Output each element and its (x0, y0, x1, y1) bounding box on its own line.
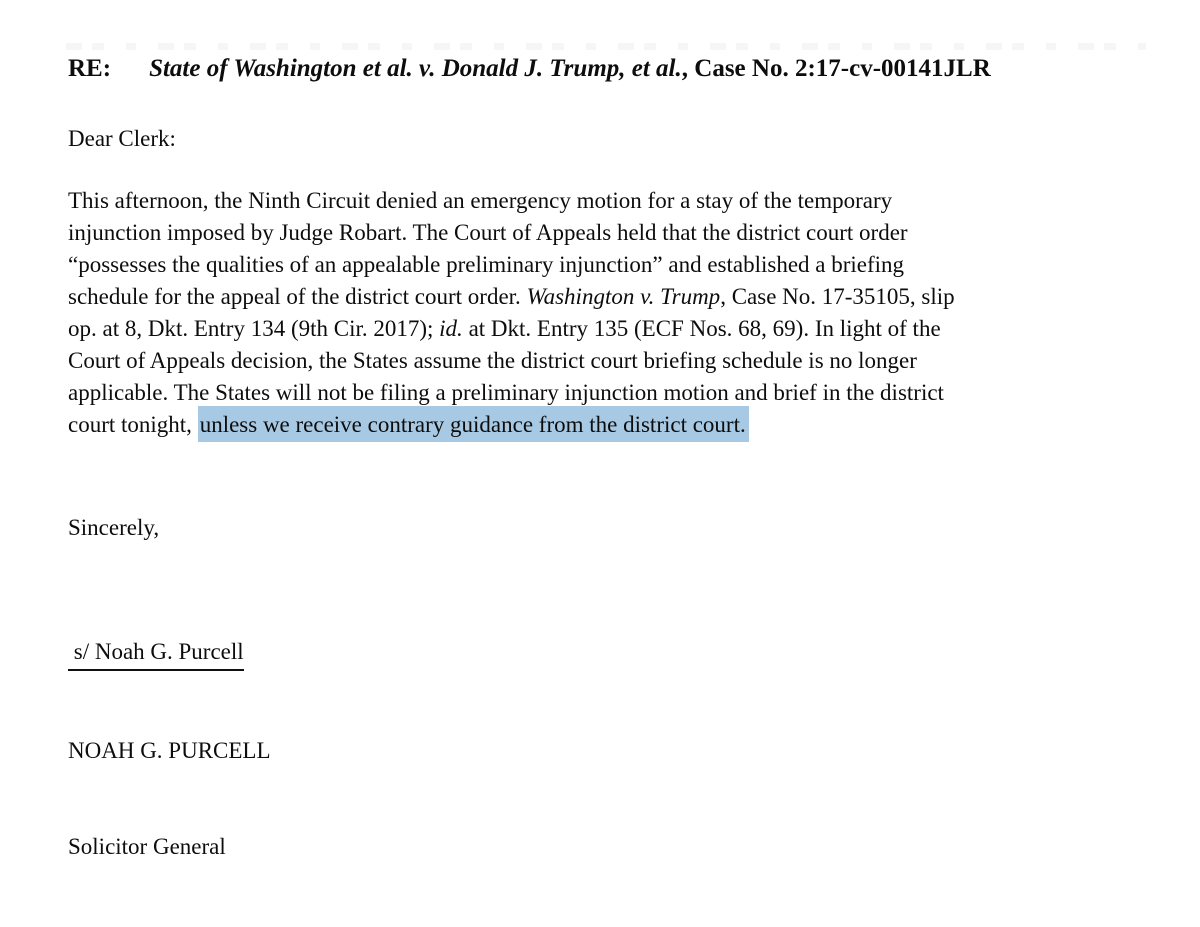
text-segment: Washington v. Trump (526, 284, 721, 309)
text-segment: , Case No. 17-35105, slip (720, 284, 955, 309)
text-segment: op. at 8, Dkt. Entry 134 (9th Cir. 2017); (68, 316, 440, 341)
signature-line (68, 636, 271, 671)
text-segment: , Case No. 2:17-cv-00141JLR (681, 55, 991, 82)
re-subject-line (68, 53, 991, 85)
text-segment: at Dkt. Entry 135 (ECF Nos. 68, 69). In light of the (462, 316, 941, 341)
body-line (68, 217, 955, 249)
text-segment: RE: (68, 55, 112, 82)
signer-name: NOAH G. PURCELL (68, 738, 271, 763)
body-paragraph (68, 185, 955, 441)
text-segment: State of Washington et al. v. Donald J. Trump, et al. (149, 55, 682, 82)
s-signature: s/ Noah G. Purcell (68, 636, 244, 671)
text-segment: Court of Appeals decision, the States assume the district court briefing schedule is no longer (68, 348, 917, 373)
signature-block (68, 572, 271, 927)
salutation: Dear Clerk: (68, 126, 176, 151)
closing: Sincerely, (68, 515, 160, 540)
body-line (68, 249, 955, 281)
body-line (68, 185, 955, 217)
text-segment: schedule for the appeal of the district court order. (68, 284, 527, 309)
text-segment: court tonight, (68, 412, 198, 437)
body-line (68, 281, 955, 313)
body-line (68, 409, 955, 441)
body-line (68, 313, 955, 345)
text-segment: injunction imposed by Judge Robart. The Court of Appeals held that the district court order (68, 220, 908, 245)
text-segment: id. (439, 316, 463, 341)
highlighted-text: unless we receive contrary guidance from the district court. (198, 406, 749, 442)
text-segment: applicable. The States will not be filing a preliminary injunction motion and brief in the district (68, 380, 944, 405)
cropped-text-remnant (66, 43, 1146, 50)
body-line (68, 345, 955, 377)
text-segment: “possesses the qualities of an appealable preliminary injunction” and established a briefing (68, 252, 905, 277)
body-line (68, 377, 955, 409)
text-segment: This afternoon, the Ninth Circuit denied an emergency motion for a stay of the temporary (68, 188, 893, 213)
signer-title: Solicitor General (68, 834, 226, 859)
